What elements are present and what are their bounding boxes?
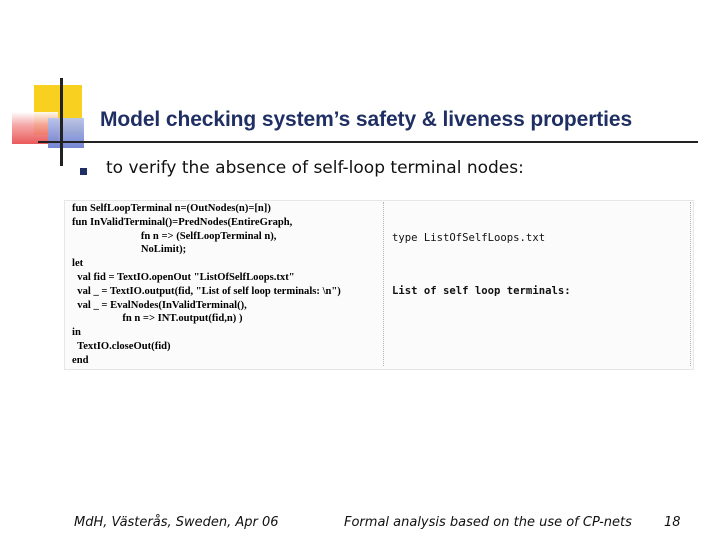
output-file-content: List of self loop terminals: xyxy=(392,284,571,297)
code-line: fn n => INT.output(fid,n) ) xyxy=(72,313,243,325)
bullet-square-icon xyxy=(80,168,87,175)
code-line: val _ = TextIO.output(fid, "List of self loop terminals: \n") xyxy=(72,285,341,297)
output-file-command: type ListOfSelfLoops.txt xyxy=(392,231,546,244)
code-line: fn n => (SelfLoopTerminal n), xyxy=(72,230,277,242)
output-file-block xyxy=(392,204,571,313)
page-number: 18 xyxy=(664,515,681,530)
code-line: TextIO.closeOut(fid) xyxy=(72,340,171,352)
footer-location-date: MdH, Västerås, Sweden, Apr 06 xyxy=(74,515,279,530)
decor-blue-square xyxy=(48,118,84,148)
title-underline xyxy=(38,141,698,143)
code-line: NoLimit); xyxy=(72,244,187,256)
footer-title: Formal analysis based on the use of CP-nets xyxy=(344,515,632,530)
code-line: val fid = TextIO.openOut "ListOfSelfLoops.txt" xyxy=(72,271,295,283)
code-line: fun InValidTerminal()=PredNodes(EntireGraph, xyxy=(72,216,293,228)
code-line: fun SelfLoopTerminal n=(OutNodes(n)=[n]) xyxy=(72,203,271,214)
code-divider xyxy=(383,202,384,366)
code-line: let xyxy=(72,258,84,270)
code-line: end xyxy=(72,354,89,366)
slide-title: Model checking system’s safety & liveness properties xyxy=(100,108,633,131)
bullet-text: to verify the absence of self-loop terminal nodes: xyxy=(106,158,524,178)
decor-vertical-line xyxy=(60,78,63,166)
code-line: in xyxy=(72,327,81,339)
code-line: val _ = EvalNodes(InValidTerminal(), xyxy=(72,299,247,311)
code-divider-right xyxy=(690,202,691,366)
sml-code-block xyxy=(72,202,341,368)
